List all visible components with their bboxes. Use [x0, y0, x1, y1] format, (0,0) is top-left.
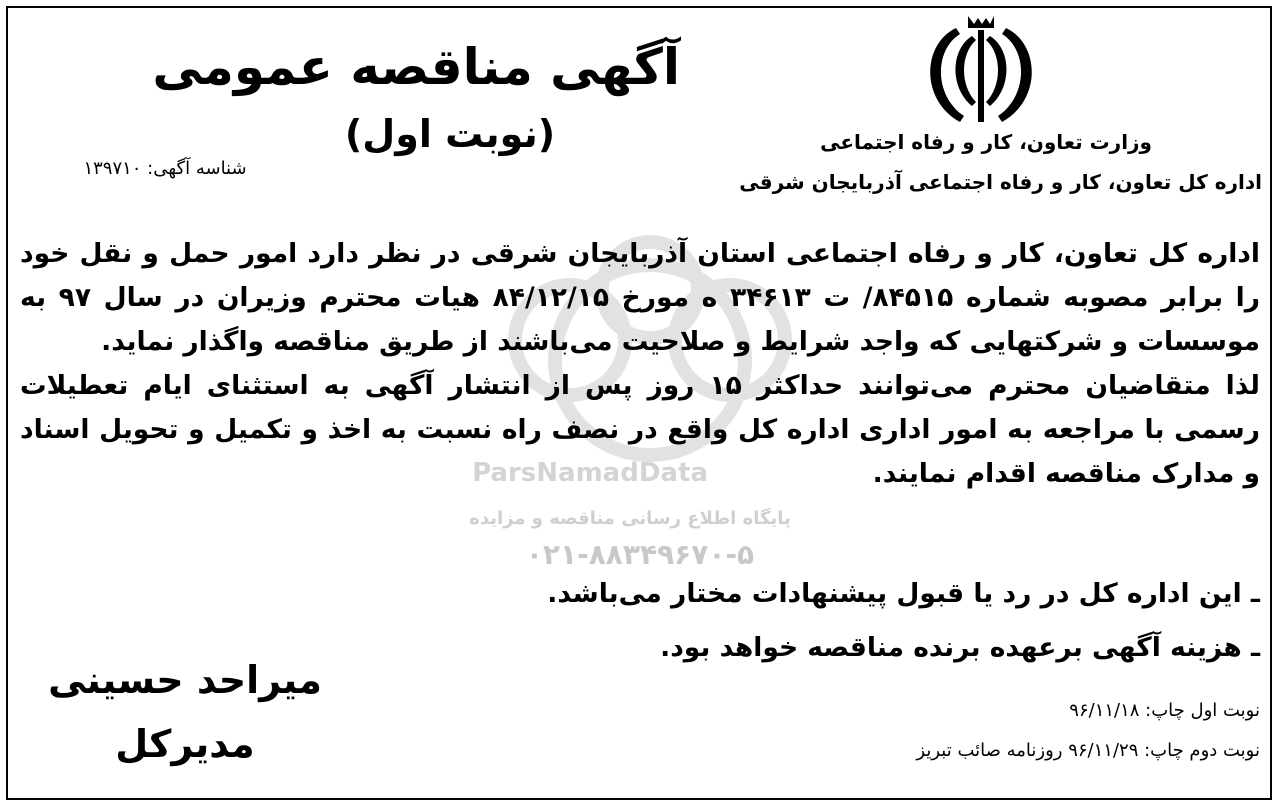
first-print-date: نوبت اول چاپ: ۹۶/۱۱/۱۸: [1069, 700, 1260, 721]
signer-name: میراحد حسینی: [48, 658, 322, 702]
body-paragraph: اداره کل تعاون، کار و رفاه اجتماعی استان آذربایجان شرقی در نظر دارد امور حمل و نقل خود را برابر مصوبه شماره ۸۴۵۱۵/ ت ۳۴۶۱۳ ه مورخ ۸۴/۱۲/۱۵ هیات محترم وزیران در سال ۹۷ به موسسات و شرکتهایی که واجد شرایط و صلاحیت می‌باشند از طریق مناقصه واگذار نماید.: [20, 238, 1260, 357]
ministry-name: وزارت تعاون، کار و رفاه اجتماعی: [820, 130, 1152, 154]
second-print-date: نوبت دوم چاپ: ۹۶/۱۱/۲۹ روزنامه صائب تبریز: [916, 740, 1260, 761]
notice-id: شناسه آگهی: ۱۳۹۷۱۰: [83, 158, 247, 179]
iran-emblem-icon: [916, 10, 1046, 128]
notice-body: [20, 232, 1260, 496]
watermark-caption: پایگاه اطلاع رسانی مناقصه و مزایده: [469, 508, 791, 529]
notice-title: آگهی مناقصه عمومی: [152, 38, 680, 96]
department-name: اداره کل تعاون، کار و رفاه اجتماعی آذربایجان شرقی: [739, 170, 1262, 194]
notice-subtitle: (نوبت اول): [344, 112, 556, 156]
signer-title: مدیرکل: [115, 722, 255, 766]
condition-item: ـ این اداره کل در رد یا قبول پیشنهادات مختار می‌باشد.: [547, 578, 1260, 609]
watermark-site: ParsNamadData: [472, 458, 708, 488]
body-paragraph: لذا متقاضیان محترم می‌توانند حداکثر ۱۵ روز پس از انتشار آگهی به استثنای ایام تعطیلات رسمی با مراجعه به امور اداری اداره کل واقع در نصف راه نسبت به اخذ و تکمیل و تحویل اسناد و مدارک مناقصه اقدام نمایند.: [20, 370, 1261, 489]
watermark-phone: ۰۲۱-۸۸۳۴۹۶۷۰-۵: [525, 538, 755, 571]
condition-item: ـ هزینه آگهی برعهده برنده مناقصه خواهد بود.: [660, 632, 1260, 663]
